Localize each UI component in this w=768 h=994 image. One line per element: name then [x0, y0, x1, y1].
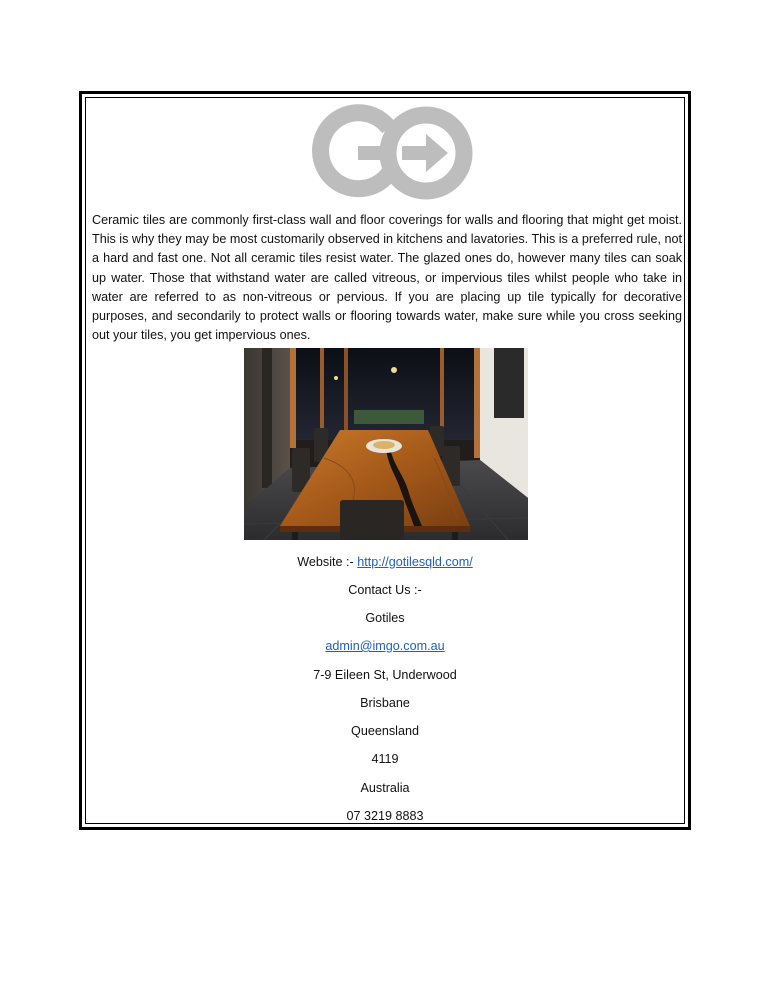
street-address: 7-9 Eileen St, Underwood	[313, 668, 457, 682]
contact-us-heading: Contact Us :-	[348, 583, 422, 597]
postcode: 4119	[371, 752, 399, 766]
website-line	[86, 554, 684, 570]
email-link[interactable]: admin@imgo.com.au	[325, 639, 445, 653]
city: Brisbane	[360, 696, 410, 710]
document-inner-border	[85, 97, 685, 824]
phone-number: 07 3219 8883	[346, 809, 424, 823]
document-frame	[79, 91, 691, 830]
email-line	[86, 638, 684, 654]
company-name: Gotiles	[365, 611, 405, 625]
country: Australia	[360, 781, 410, 795]
article-paragraph: Ceramic tiles are commonly first-class wall and floor coverings for walls and flooring that might get moist. This is why they may be most customarily observed in kitchens and lavatories. This is a preferred rule, not a hard and fast one. Not all ceramic tiles resist water. The glazed ones do, however many tiles can soak up water. Those that withstand water are called vitreous, or impervious tiles whilst people who take in water are referred to as non-vitreous or pervious. If you are placing up tile typically for decorative purposes, and secondarily to protect walls or flooring towards water, make sure while you cross seeking out your tiles, you get impervious ones.	[92, 213, 682, 343]
dining-table-photo	[244, 348, 528, 540]
website-label: Website :-	[297, 555, 358, 569]
website-link[interactable]: http://gotilesqld.com/	[357, 555, 473, 569]
go-logo	[302, 102, 478, 206]
state: Queensland	[351, 724, 419, 738]
